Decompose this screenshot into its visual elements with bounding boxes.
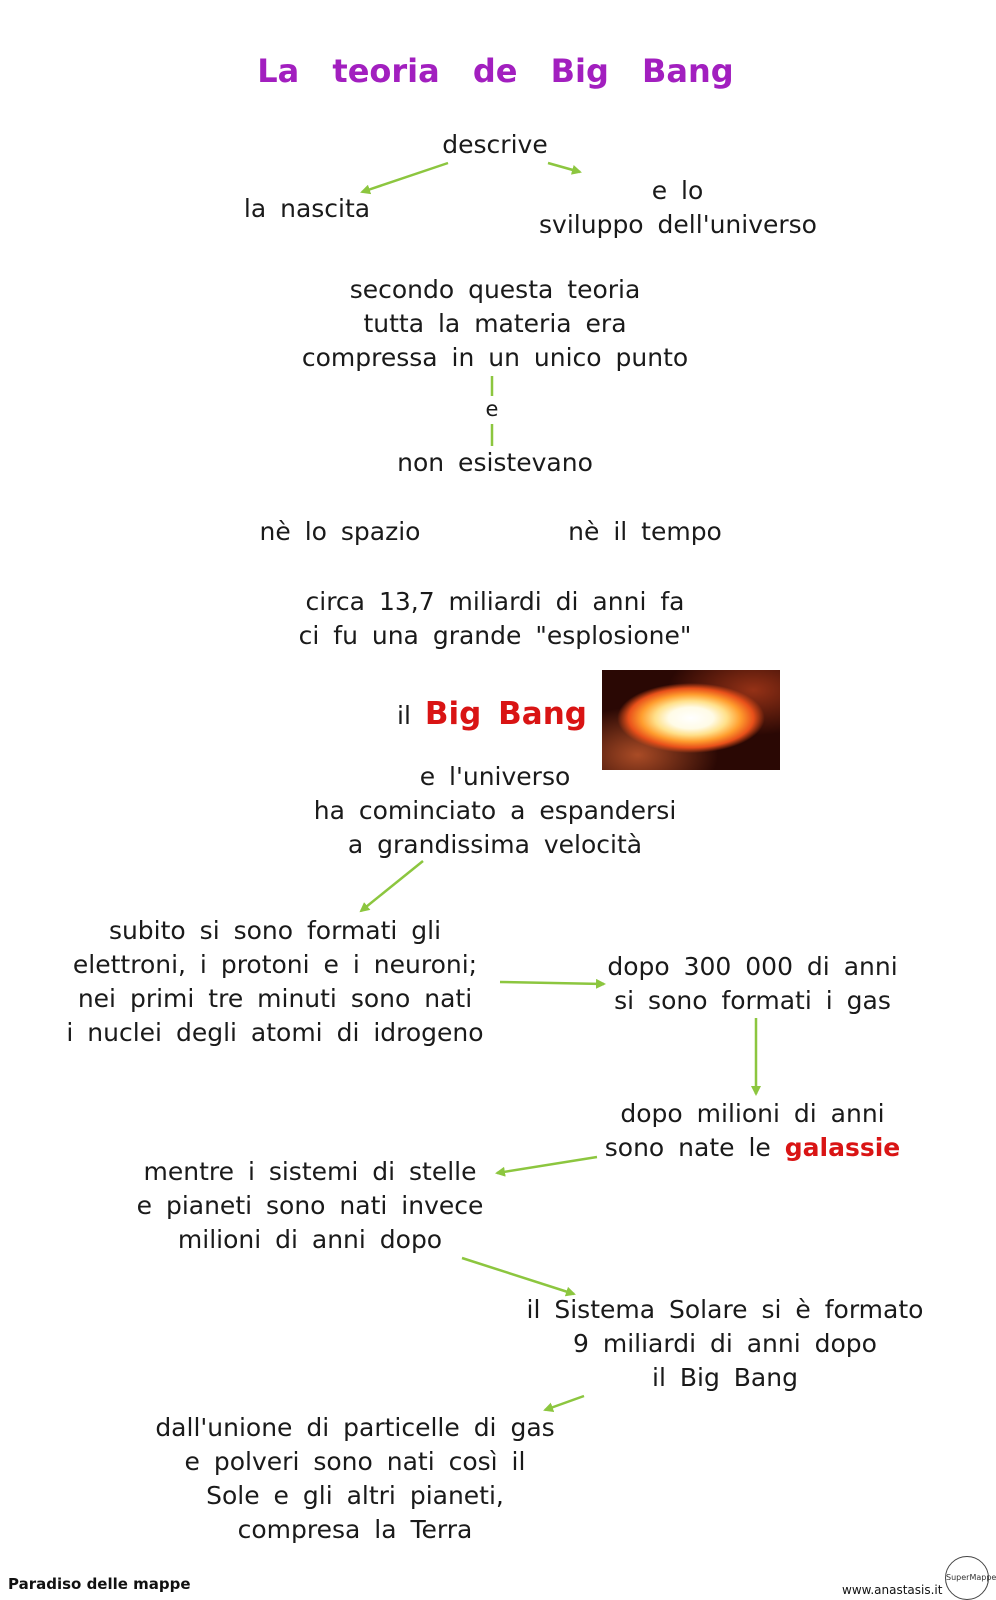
node-stelle-line1: mentre i sistemi di stelle: [143, 1157, 477, 1186]
node-secondo-line2: tutta la materia era: [363, 309, 627, 338]
galassie-label: galassie: [784, 1133, 901, 1162]
node-e-lo: e lo: [651, 176, 704, 205]
node-unione-line2: e polveri sono nati così il: [184, 1447, 526, 1476]
node-dopo300-line1: dopo 300 000 di anni: [607, 952, 898, 981]
node-galassie-line1: dopo milioni di anni: [620, 1099, 885, 1128]
node-descrive: descrive: [442, 130, 548, 159]
node-circa-line1: circa 13,7 miliardi di anni fa: [305, 587, 685, 616]
arrow-galassie-stelle: [497, 1157, 597, 1173]
node-stelle-line3: milioni di anni dopo: [177, 1225, 443, 1254]
node-ne-tempo: nè il tempo: [568, 517, 722, 546]
node-unione-line4: compresa la Terra: [237, 1515, 473, 1544]
arrow-descrive-nascita: [362, 163, 448, 192]
arrow-dopo-solare: [462, 1258, 574, 1294]
node-galassie-line2: [590, 1131, 915, 1165]
node-e-connector: e: [485, 397, 499, 421]
node-subito-line1: subito si sono formati gli: [108, 916, 442, 945]
node-unione-line3: Sole e gli altri pianeti,: [206, 1481, 504, 1510]
big-bang-label: Big Bang: [424, 696, 587, 732]
node-ne-spazio: nè lo spazio: [259, 517, 421, 546]
node-non-esistevano: non esistevano: [397, 448, 593, 477]
supermappe-logo: SuperMappe: [945, 1556, 989, 1600]
node-solare-line3: il Big Bang: [652, 1363, 798, 1392]
node-universo-line1: e l'universo: [419, 762, 571, 791]
node-solare-line1: il Sistema Solare si è formato: [526, 1295, 924, 1324]
arrow-velocita-subito: [361, 861, 423, 911]
footer-website: www.anastasis.it: [842, 1583, 943, 1597]
arrow-solare-unione: [545, 1396, 584, 1410]
node-circa-line2: ci fu una grande "esplosione": [298, 621, 692, 650]
page-title: La teoria de Big Bang: [257, 52, 734, 90]
explosion-image: [602, 670, 780, 770]
node-solare-line2: 9 miliardi di anni dopo: [573, 1329, 877, 1358]
arrow-subito-dopo300: [500, 982, 604, 984]
galassie-prefix: sono nate le: [604, 1133, 771, 1162]
node-subito-line4: i nuclei degli atomi di idrogeno: [66, 1018, 484, 1047]
node-la-nascita: la nascita: [243, 194, 371, 223]
arrow-descrive-sviluppo: [548, 163, 580, 172]
node-stelle-line2: e pianeti sono nati invece: [136, 1191, 484, 1220]
node-secondo-line3: compressa in un unico punto: [301, 343, 689, 372]
node-sviluppo: sviluppo dell'universo: [539, 210, 817, 239]
big-bang-prefix: il: [397, 701, 411, 730]
node-unione-line1: dall'unione di particelle di gas: [155, 1413, 555, 1442]
node-dopo300-line2: si sono formati i gas: [614, 986, 891, 1015]
node-universo-line2: ha cominciato a espandersi: [313, 796, 677, 825]
footer-credit: Paradiso delle mappe: [8, 1575, 191, 1593]
node-big-bang: [392, 697, 592, 733]
node-universo-line3: a grandissima velocità: [347, 830, 643, 859]
node-subito-line3: nei primi tre minuti sono nati: [77, 984, 473, 1013]
node-secondo-line1: secondo questa teoria: [349, 275, 641, 304]
node-subito-line2: elettroni, i protoni e i neuroni;: [72, 950, 478, 979]
